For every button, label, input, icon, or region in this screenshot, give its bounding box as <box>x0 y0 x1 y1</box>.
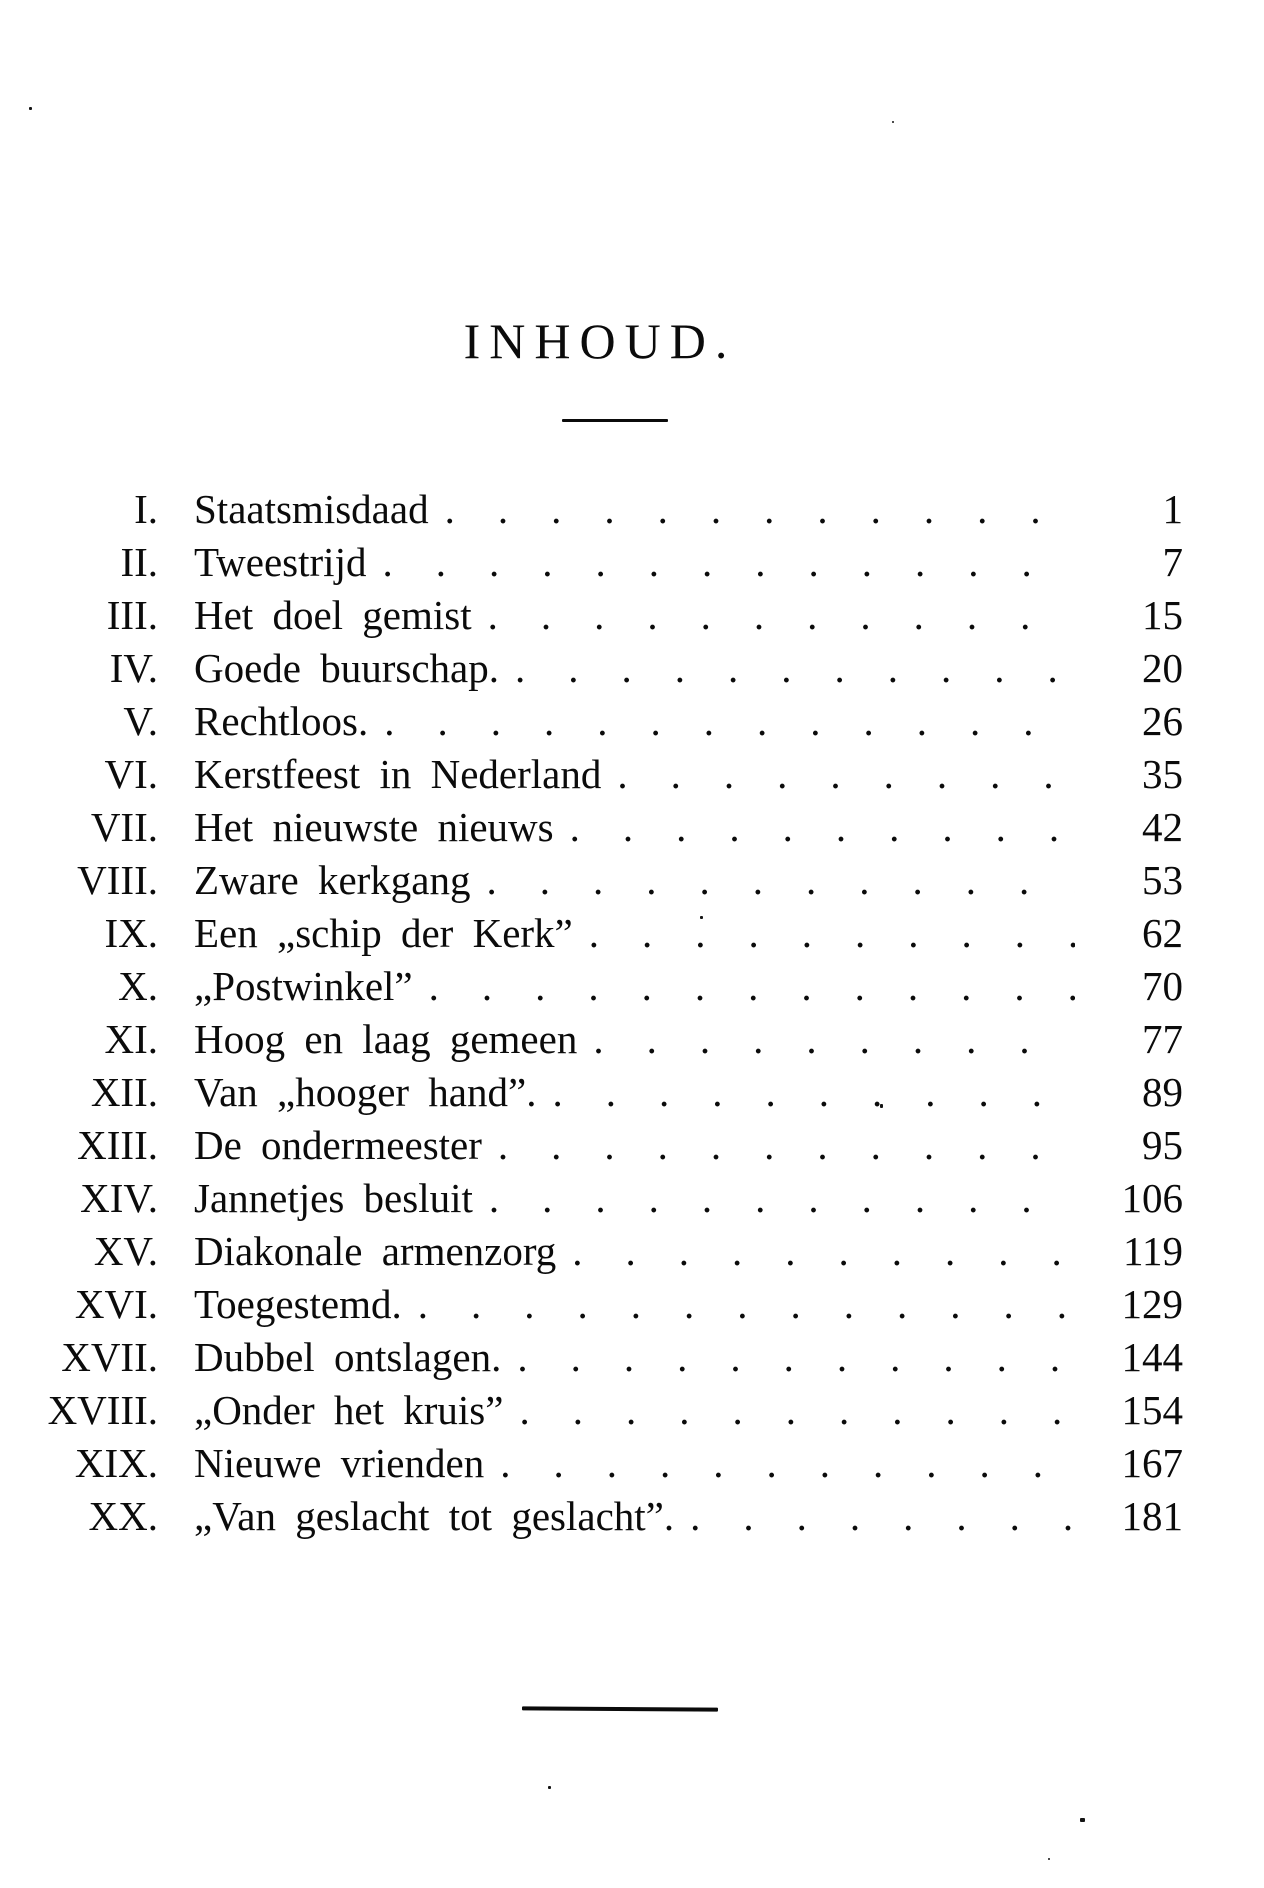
toc-roman-numeral: IX. <box>104 910 158 956</box>
toc-row <box>38 536 1183 589</box>
toc-row <box>38 1013 1183 1066</box>
toc-row <box>38 960 1183 1013</box>
toc-roman-numeral: XVII. <box>61 1334 158 1380</box>
title-rule <box>562 419 668 422</box>
toc-roman-numeral: XIX. <box>74 1440 158 1486</box>
toc-chapter-title: Kerstfeest in Nederland <box>194 751 602 797</box>
toc-dot-leader <box>429 963 1183 1009</box>
toc-chapter-title: Toegestemd. <box>194 1281 402 1327</box>
toc-roman-numeral: XV. <box>93 1228 158 1274</box>
toc-page-number: 53 <box>1075 854 1183 907</box>
toc-chapter-title: Goede buurschap. <box>194 645 500 691</box>
scan-speck <box>1080 1818 1085 1822</box>
toc-chapter-title: Zware kerkgang <box>194 857 471 903</box>
toc-chapter-title: Een „schip der Kerk” <box>194 910 573 956</box>
toc-row <box>38 1437 1183 1490</box>
toc-roman-numeral: XIII. <box>77 1122 158 1168</box>
toc-chapter-title: Rechtloos. <box>194 698 369 744</box>
toc-roman-numeral: XIV. <box>80 1175 158 1221</box>
toc-page-number: 1 <box>1075 483 1183 536</box>
scan-speck <box>1048 1858 1050 1860</box>
toc-page-number: 144 <box>1075 1331 1183 1384</box>
toc-dot-leader <box>445 486 1183 532</box>
toc-page-number: 119 <box>1075 1225 1183 1278</box>
toc-page-number: 26 <box>1075 695 1183 748</box>
toc-page-number: 62 <box>1075 907 1183 960</box>
toc-row <box>38 642 1183 695</box>
toc-page-number: 7 <box>1075 536 1183 589</box>
toc-chapter-title: Staatsmisdaad <box>194 486 429 532</box>
toc-row <box>38 907 1183 960</box>
toc-row <box>38 1172 1183 1225</box>
toc-chapter-title: Dubbel ontslagen. <box>194 1334 502 1380</box>
toc-dot-leader <box>418 1281 1183 1327</box>
toc-row <box>38 1119 1183 1172</box>
toc-row <box>38 695 1183 748</box>
toc-page-number: 70 <box>1075 960 1183 1013</box>
toc-chapter-title: „Postwinkel” <box>194 963 413 1009</box>
toc-chapter-title: Jannetjes besluit <box>194 1175 473 1221</box>
toc-page-number: 129 <box>1075 1278 1183 1331</box>
toc-page-number: 154 <box>1075 1384 1183 1437</box>
toc-page-number: 181 <box>1075 1490 1183 1543</box>
toc-roman-numeral: III. <box>106 592 158 638</box>
toc-chapter-title: Het nieuwste nieuws <box>194 804 554 850</box>
toc-page-number: 42 <box>1075 801 1183 854</box>
toc-row <box>38 1331 1183 1384</box>
toc-chapter-title: „Onder het kruis” <box>194 1387 504 1433</box>
scan-speck <box>880 1104 883 1108</box>
toc-chapter-title: Tweestrijd <box>194 539 367 585</box>
toc-row <box>38 1384 1183 1437</box>
toc-page-number: 167 <box>1075 1437 1183 1490</box>
toc-roman-numeral: XVIII. <box>47 1387 158 1433</box>
toc-roman-numeral: IV. <box>109 645 158 691</box>
toc-chapter-title: Van „hooger hand”. <box>194 1069 537 1115</box>
toc-row <box>38 1278 1183 1331</box>
toc-chapter-title: Hoog en laag gemeen <box>194 1016 578 1062</box>
footer-rule <box>522 1706 718 1711</box>
toc-chapter-title: Nieuwe vrienden <box>194 1440 485 1486</box>
toc-roman-numeral: V. <box>123 698 158 744</box>
toc-row <box>38 1066 1183 1119</box>
toc-roman-numeral: X. <box>118 963 158 1009</box>
toc-roman-numeral: VII. <box>90 804 158 850</box>
toc-roman-numeral: I. <box>134 486 158 532</box>
toc-roman-numeral: XX. <box>88 1493 158 1539</box>
toc-dot-leader <box>384 698 1183 744</box>
toc-list <box>38 483 1183 1543</box>
toc-page-number: 77 <box>1075 1013 1183 1066</box>
toc-chapter-title: Diakonale armenzorg <box>194 1228 557 1274</box>
toc-row <box>38 1225 1183 1278</box>
toc-chapter-title: Het doel gemist <box>194 592 472 638</box>
toc-row <box>38 1490 1183 1543</box>
toc-roman-numeral: II. <box>120 539 158 585</box>
toc-roman-numeral: XII. <box>90 1069 158 1115</box>
toc-row <box>38 483 1183 536</box>
toc-roman-numeral: XVI. <box>74 1281 158 1327</box>
scan-speck <box>700 916 703 919</box>
toc-page-number: 89 <box>1075 1066 1183 1119</box>
toc-row <box>38 589 1183 642</box>
toc-chapter-title: De ondermeester <box>194 1122 482 1168</box>
scan-speck <box>29 107 32 110</box>
scan-speck <box>892 121 894 123</box>
title-block <box>0 313 1232 369</box>
toc-page-number: 35 <box>1075 748 1183 801</box>
scan-speck <box>548 1786 551 1789</box>
toc-row <box>38 748 1183 801</box>
toc-roman-numeral: VI. <box>104 751 158 797</box>
toc-page-number: 15 <box>1075 589 1183 642</box>
toc-roman-numeral: XI. <box>104 1016 158 1062</box>
toc-dot-leader <box>382 539 1183 585</box>
toc-row <box>38 854 1183 907</box>
toc-roman-numeral: VIII. <box>77 857 158 903</box>
toc-page-number: 20 <box>1075 642 1183 695</box>
toc-chapter-title: „Van geslacht tot geslacht”. <box>194 1493 675 1539</box>
toc-page-number: 106 <box>1075 1172 1183 1225</box>
page-title: INHOUD. <box>463 313 737 369</box>
toc-page-number: 95 <box>1075 1119 1183 1172</box>
toc-row <box>38 801 1183 854</box>
